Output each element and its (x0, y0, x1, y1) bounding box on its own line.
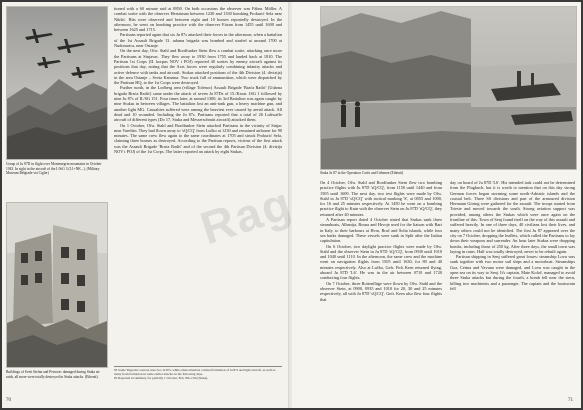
page-number-left: 70 (6, 398, 11, 403)
paragraph: On 6 October, two daylight practice flights were made by Ofw. Stahl and the observer Stein in Ju 87D 'sQ/CQ', from 0930 until 1010 and 1040 until 1110. In the afternoon, the same crew and the machine went on navigation flights from 1505 until 1630, for 80 and 40 minutes respectively. Also at Lučko, Gefr. Fich Kern returned flying, aboard Ju 87D 'L6'. He was in the air between 0710 and 1720 conducting four flights. (320, 243, 442, 281)
harbour-image (321, 7, 576, 169)
stuka-formation-image (7, 7, 107, 159)
ruined-buildings-photo (6, 202, 108, 368)
paragraph: Further north, in the Lodberg area (village Tolenoc) Assault Brigade 'Braća Radić' (Udarna brigada Braća Radić) came under the attack of seven Ju 87Ds of 15./Kroat. JSG 1 followed by nine Ju 87s of II./SG 151. Four times later, at around 1300, its 3rd Battalion was again caught by nine Stukas in between villages. The battalion lost an anti-tank gun, a heavy machine gun, and another light MG. Casualties suffered were among the heaviest ever caused by aerial attack. All dead and 10 wounded. Including the Ju 87s. Partisans reported that a total of 26 Luftwaffe aircraft of different types (Do 17, Stuka and Messerschmitt aircraft) attacked them. (114, 85, 282, 123)
ruined-buildings-caption: Buildings of Sveti Stefan and Petrovac damaged during Stuka air raids, all more were totally destroyed in Stuka attacks. (Ethenit) (6, 370, 100, 379)
footnote: 95 Reported in summary for partially 1 October, Feb. 8th a 5th (Stuka). (114, 376, 209, 381)
paragraph: Partisan shipping in Senj suffered great losses: steamship Lovu was sunk together with two motor sail ships and a motorboat. Steamships Goa, Cetina and Vavuna were damaged, and Lovu was caught in the open sea on its way to Senj. It's captain, Mate Kofač, managed to avoid three Stuka attacks but during the fourth, a bomb fell near the stern, killing two machinists and a passenger. The captain and the boatswain fell (450, 254, 575, 291)
page-number-right: 71 (568, 398, 573, 403)
ruined-buildings-image (7, 203, 107, 367)
harbour-caption: Stuka Ju 87 in the Operation Corfu and Gehmen (Ethenit) (320, 171, 404, 175)
left-page (2, 2, 290, 408)
left-text-column (114, 6, 282, 362)
book-spread (2, 2, 581, 408)
paragraph: day on board of Ju 87D 'L6'. His intended task could not be determined from the Flugbuch, but it is worth to mention that on this day strong German forces began storming some north-Adriatic islands and the coastal belt. Three SS divisions and part of the armoured division Hermann Göring were gathered for the assault. The troops started from Trieste and moved towards the south. Strong aviation support was provided, among others the Stukas which were once again on the frontline of this. Town of Senj found itself on the way of this assault and suffered heavily. In one of three days, 40 civilians lost their lives, and many others could not be identified. The first Ju 87 appeared over the city on 7 October, dropping the leaflets, which called the Partisans to lay down their weapons and surrender. An hour later Stukas were dropping bombs, including those of 250 kg. After three days, the small town was laying in ruins. Half was totally destroyed, never to be rebuilt again. (450, 180, 575, 254)
paragraph: On 1 October, Ofw. Stahl and Bordfunker Stein attacked Partisans in the vicinity of Sinjac near Vareštin. They had flown away to 'sQ/CQ' from Lučko at 1230 and remained airborne for 90 minutes. The same crew flew again to the same coordinates at 1705 and struck Prokurić Sela, claiming three houses as destroyed. According to the Partisan reports, victims of the first attack was the Assault Brigade 'Braća Radić' and of the second the 4th Partisan Division (4. divizija NOV i POJ) of the 1st Corps. The latter reported an attack by eight Stukas. (114, 122, 282, 155)
footnote: 93 Some Yugoslav sources note two Ju 87s, while others mention a mixed formation of Ju 87s and light aircraft, as well as many from formation in some earlier attacks on the following days. (114, 368, 276, 377)
paragraph: A Partisan report dated 4 October stated that Stukas sank three steamboats, Albanija, Bosna and Hrvoje used for the liaison with Bari in Italy, to their harbours at Hvar, Brač and Šolta islands, while four sea barks damaged. These vessels were sunk in Split after the Italian capitulation. (320, 217, 442, 244)
stuka-formation-caption: Group of Ju 87D in flight over Montenegrin mountains in October 1943. In sight in the aircraft of the I./StG 3 (L1+NK...). (Military Museum Belgrade via Cigler) (6, 162, 102, 176)
paragraph: Partisans reported again that six Ju 87s attacked their forces in the afternoon, when a battalion of the 1st Assault Brigade 13. udarna brigada was bombed and strafed at around 1700 at Nudonarica, near Ostanje. (114, 32, 282, 49)
paragraph: On 7 October, three Rottenflüge were flown by Ofw. Stahl and the observer Stein, at 0900, 0935 and 1010 for 20, 30 and 25 minutes respectively, all with Ju 87D 'sQ/CQ'. Gefr. Kern also flew four flights that (320, 280, 442, 302)
right-page (292, 2, 581, 408)
stuka-formation-photo (6, 6, 108, 160)
paragraph: On the next day, Ofw. Stahl and Bordfunker Stein flew a combat sortie, attacking once more the Partisans at Sinjavac. They flew away to 1930 from 1755 and landed back at 1810. The Partisan 1st Corps (II. korpus NOV i POJ) reported 40 sorties by enemy aircraft against its positions that day, noting that the Axis forces were regularly combining infantry attacks and active defence with tanks and aircraft. Stukas attacked positions of the 4th Division (4. divizija) in the area Ostanje – Sveta Katarina. Two truck full of ammunition, which were dispatched by the Partisan HQ, to the 1st Corps were destroyed. (114, 48, 282, 86)
harbour-photo (320, 6, 577, 170)
right-text-column-1 (320, 180, 442, 394)
paragraph: On 4 October, Ofw. Stahl and Bordfunker Stein flew two bombing practice flights with Ju 87D 'sQ/CQ', from 1150 until 1440 and from 1505 until 1609. The next day, two test flights were made by Ofw. Stahl in Ju 87D 'sQ/CQ' with tactical marking 'S', at 0055 and 1000, for 16 and 25 minutes respectively. At 1450 he went on a bombing practice flight to Knin with the observer Stein on Ju 87D 'sQ/CQ', they returned after 40 minutes. (320, 180, 442, 217)
right-text-column-2 (450, 180, 575, 394)
footnotes (114, 366, 282, 381)
paragraph: tioned with a 60 minute raid at 0850. On both occasions the observer was Fähnr. Möller. A combat sortie with the observer Hertziman between 1230 and 1330 bombing Prokurić Sela near Nikšić. Hits were observed and between eight and 10 houses reportedly destroyed. In the afternoon, he went on bombing practice with the observer Fitzan from 1455 until 1600 and between 1625 and 1715. (114, 6, 282, 33)
